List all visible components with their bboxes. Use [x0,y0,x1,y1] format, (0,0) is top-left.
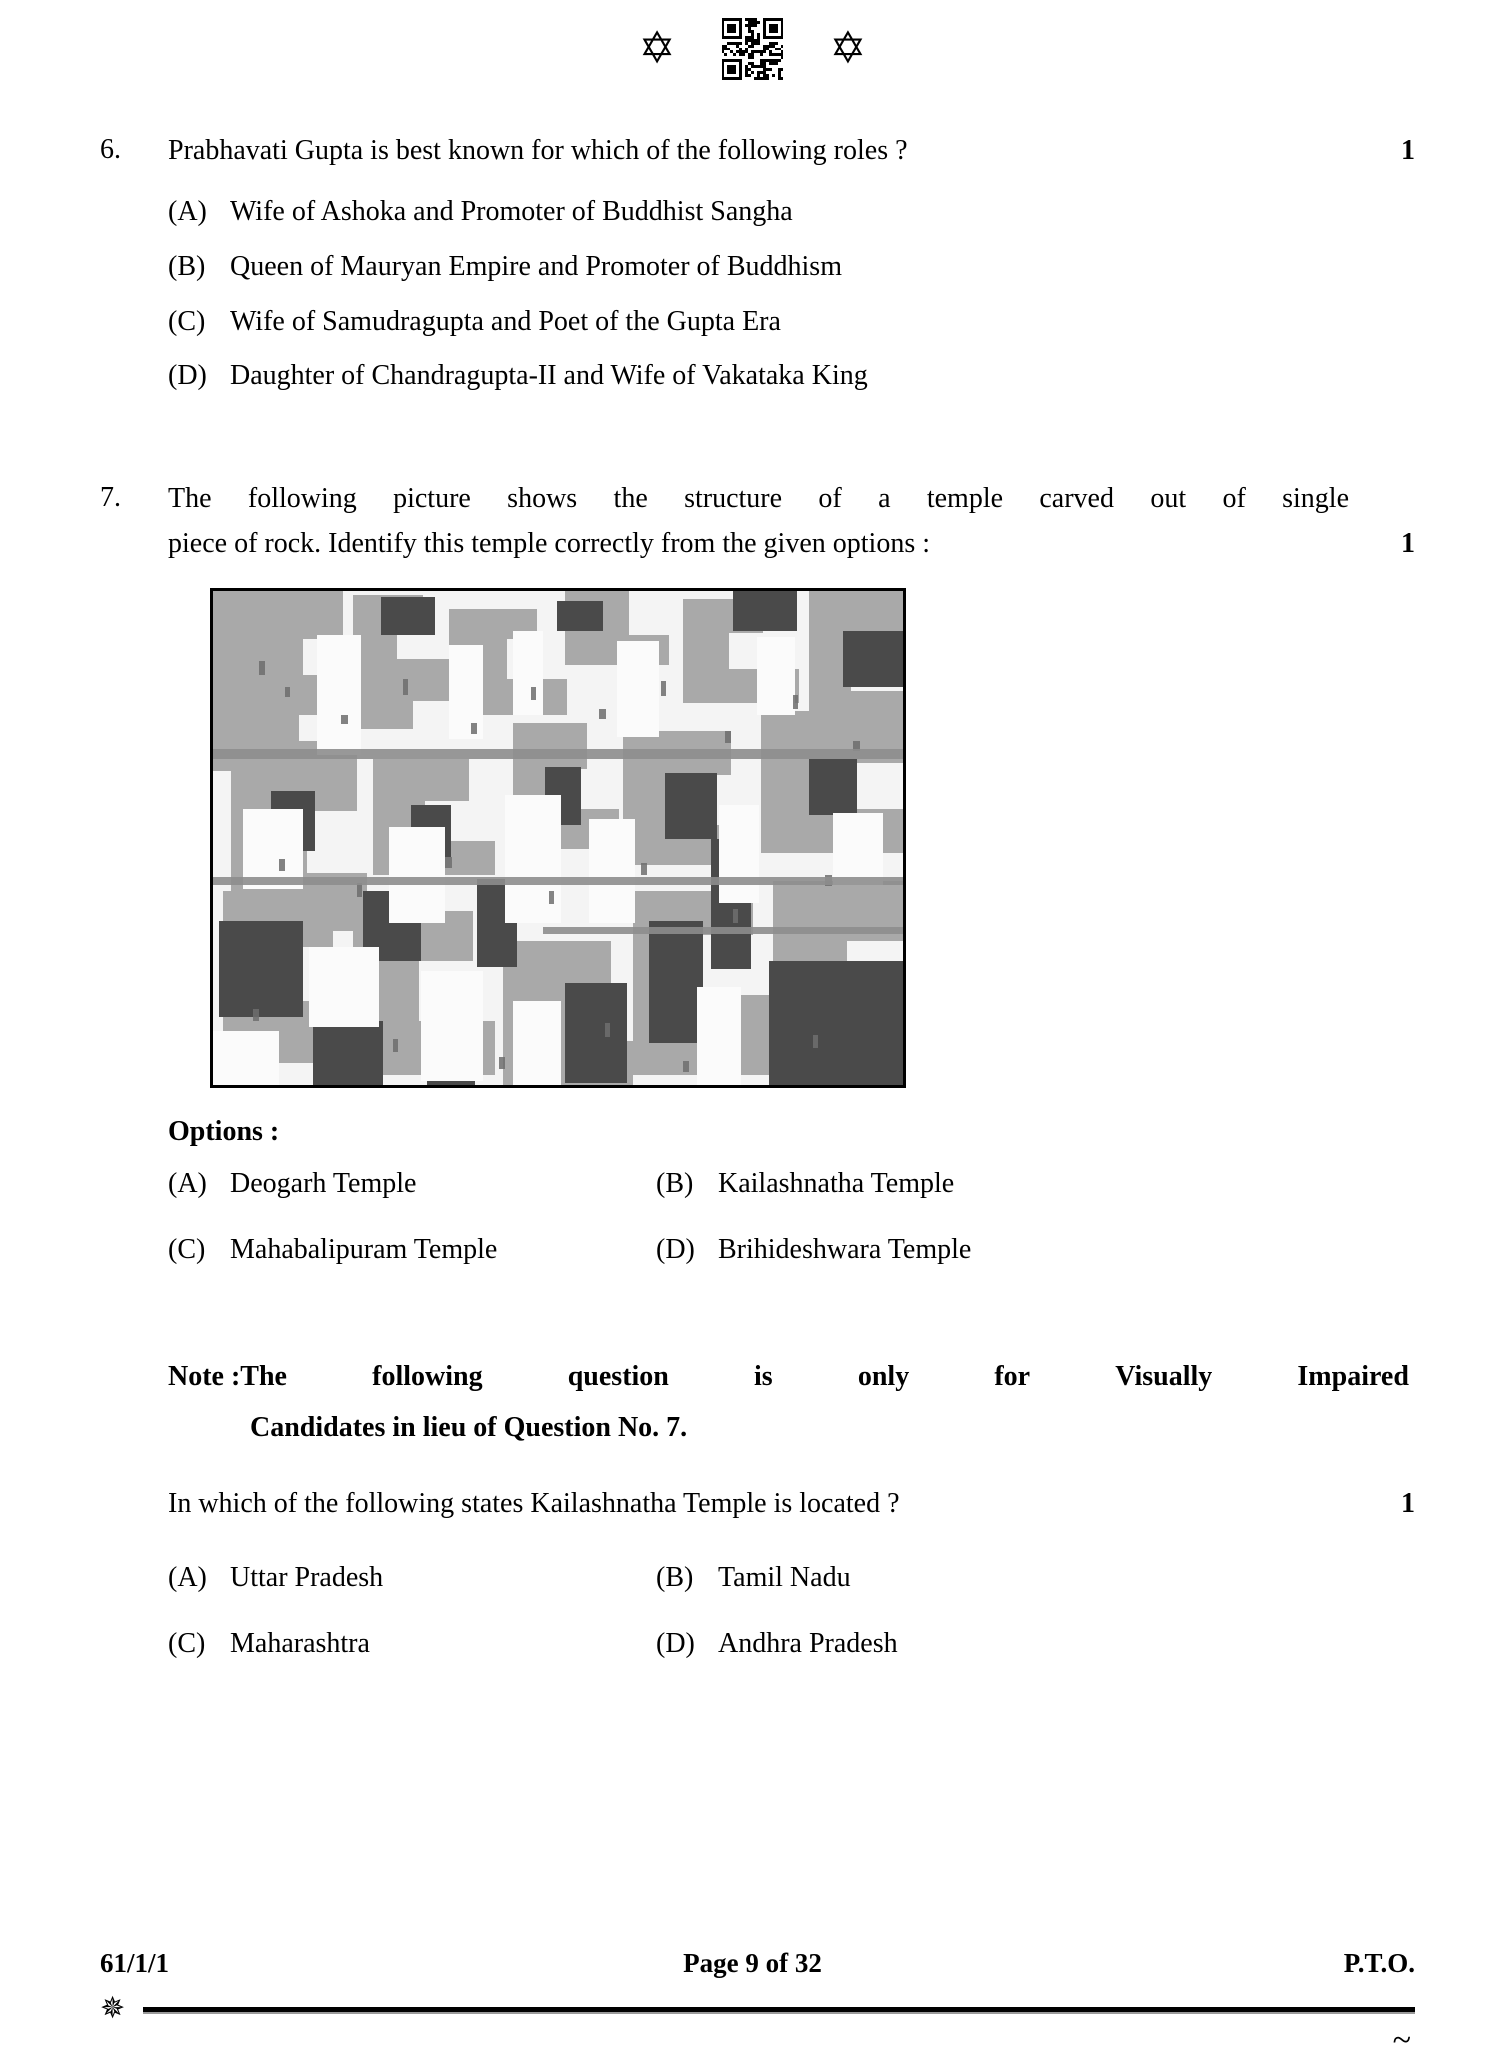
flower-icon: ✵ [100,1991,126,2026]
footer-rule-row [0,1991,1505,2059]
option-key: (A) [168,1168,207,1200]
question-7-text-line1: The following picture shows the structure of a temple carved out of single [168,482,1349,514]
option-label: Mahabalipuram Temple [230,1234,498,1266]
option-label: Queen of Mauryan Empire and Promoter of Buddhism [230,250,842,282]
pto-label: P.T.O. [1343,1947,1415,1978]
footer-divider [143,2007,1415,2012]
question-7-options-heading: Options : [168,1116,280,1148]
option-row[interactable] [168,1552,656,1604]
option-row[interactable] [656,1158,1415,1210]
question-6-options [0,185,1505,403]
option-row[interactable] [656,1224,1415,1276]
option-label: Andhra Pradesh [718,1627,898,1659]
option-key: (C) [168,1627,206,1659]
visually-impaired-question-text: In which of the following states Kailashnatha Temple is located ? [168,1487,900,1519]
visually-impaired-question-marks: 1 [1401,1487,1415,1519]
star-of-david-icon-left: ✡ [638,23,676,74]
note-word: Visually [1115,1361,1213,1393]
option-row[interactable] [168,240,1415,295]
option-row[interactable] [168,349,1415,404]
option-key: (B) [656,1562,694,1594]
option-label: Wife of Samudragupta and Poet of the Gupta Era [230,305,781,337]
option-key: (B) [168,250,206,282]
option-key: (D) [168,360,207,392]
option-row[interactable] [168,295,1415,350]
note-label: Note : [168,1361,241,1393]
option-label: Daughter of Chandragupta-II and Wife of Vakataka King [230,360,868,392]
note-word: is [754,1361,773,1393]
note-word: for [994,1361,1031,1393]
option-row[interactable] [656,1618,1415,1670]
visually-impaired-options [0,1552,1505,1670]
note-word: The [240,1361,287,1393]
option-label: Tamil Nadu [718,1562,851,1594]
option-label: Kailashnatha Temple [718,1168,955,1200]
page-footer [0,1940,1505,2059]
option-key: (D) [656,1234,695,1266]
paper-code: 61/1/1 [100,1947,170,1978]
question-6-text: Prabhavati Gupta is best known for which of the following roles ? [168,135,908,166]
option-label: Uttar Pradesh [230,1562,384,1594]
temple-photo-svg [213,591,903,1085]
note-word: Impaired [1297,1361,1409,1393]
option-key: (A) [168,196,207,228]
question-7-image-wrap [0,588,1505,1088]
option-key: (C) [168,1234,206,1266]
option-row[interactable] [168,1618,656,1670]
question-6-marks: 1 [1401,135,1415,166]
option-label: Maharashtra [230,1627,370,1659]
note-word: only [857,1361,910,1393]
note-line-2: Candidates in lieu of Question No. 7. [250,1412,688,1444]
option-row[interactable] [168,1158,656,1210]
option-label: Wife of Ashoka and Promoter of Buddhist Sangha [230,196,793,228]
note-word: question [567,1361,669,1393]
question-7-options [0,1158,1505,1276]
option-key: (C) [168,305,206,337]
option-row[interactable] [168,1224,656,1276]
note-line-1-words [240,1354,1409,1399]
question-7 [0,476,1505,567]
question-7-number: 7. [100,481,121,513]
star-of-david-icon-right: ✡ [829,23,867,74]
option-key: (D) [656,1627,695,1659]
option-label: Brihideshwara Temple [718,1234,972,1266]
option-label: Deogarh Temple [230,1168,417,1200]
option-row[interactable] [656,1552,1415,1604]
tilde-mark: ~ [1392,2022,1411,2059]
visually-impaired-question [0,1481,1505,1526]
question-6-number: 6. [100,134,121,165]
option-key: (A) [168,1562,207,1594]
question-7-text-line2: piece of rock. Identify this temple correctly from the given options : [168,528,930,560]
question-6 [0,128,1505,173]
page-number: Page 9 of 32 [683,1947,822,1978]
rock-cut-temple-photograph [210,588,906,1088]
note-word: following [372,1361,483,1393]
option-key: (B) [656,1168,694,1200]
option-row[interactable] [168,185,1415,240]
footer-row [0,1940,1505,1986]
note-line-1 [168,1354,1409,1399]
visually-impaired-note [0,1354,1505,1451]
question-7-text [168,476,1359,567]
question-7-marks: 1 [1401,528,1415,560]
